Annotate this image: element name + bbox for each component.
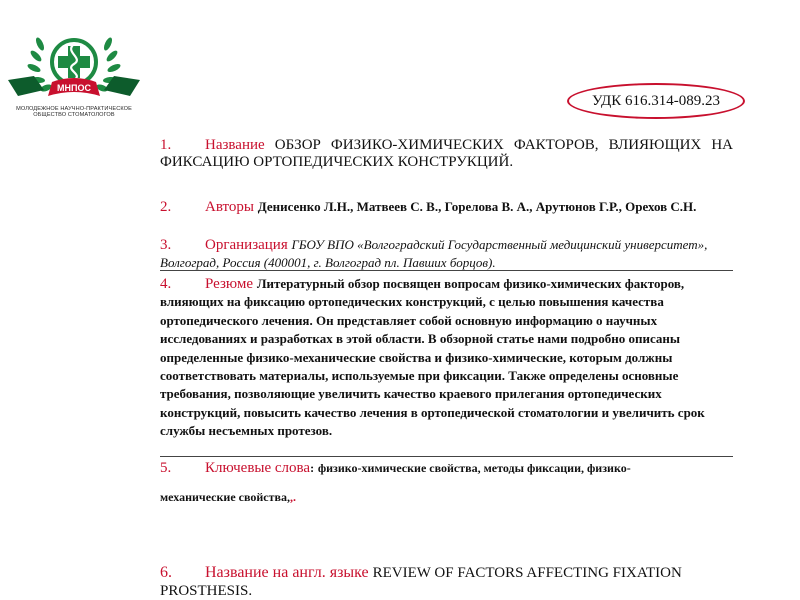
section-number: 1. [160,137,172,153]
section-title-ru [160,137,733,171]
section-value: ОБЗОР ФИЗИКО-ХИМИЧЕСКИХ ФАКТОРОВ, ВЛИЯЮЩИХ НА ФИКСАЦИЮ ОРТОПЕДИЧЕСКИХ КОНСТРУКЦИЙ. [160,137,733,170]
section-label: Организация [205,237,288,253]
section-number: 5. [160,460,172,476]
section-summary [160,275,733,441]
section-label: Авторы [205,199,254,215]
society-logo [4,30,144,125]
section-label: Название [205,137,265,153]
section-label: Ключевые слова [205,460,311,476]
section-number: 2. [160,199,172,215]
section-number: 4. [160,276,172,292]
section-value: Литературный обзор посвящен вопросам физико-химических факторов, влияющих на фиксацию ортопедических конструкций, с целью повышения качества ортопедического лечения. Он представляет собой основную информацию о научных исследованиях и разработках в этой области. В обзорной статье нами подробно описаны определенные физико-механические свойства и физико-химические, которым должны соответствовать материалы, используемые при фиксации. Также определены основные требования, позволяющие увеличить качество краевого прилегания ортопедических конструкций, повысить качество лечения в ортопедической стоматологии и увеличить срок службы несъемных протезов. [160,276,705,439]
section-value: ГБОУ ВПО «Волгоградский Государственный медицинский университет», Волгоград, Россия (400001, г. Волгоград пл. Павших борцов). [160,237,708,270]
keywords-tail: ,. [290,490,296,504]
snake-bowl-emblem-icon [4,30,144,108]
section-label: Название на англ. языке [205,564,369,581]
section-value-line2: механические свойства, [160,490,290,504]
section-organization [160,236,733,272]
section-value: Денисенко Л.Н., Матвеев С. В., Горелова В. А., Арутюнов Г.Р., Орехов С.Н. [257,199,697,214]
section-colon: : [310,461,315,475]
logo-caption-line1: МОЛОДЕЖНОЕ НАУЧНО-ПРАКТИЧЕСКОЕ [16,106,132,112]
section-value: физико-химические свойства, методы фиксации, физико- [317,461,631,475]
logo-badge: МНПОС [57,83,91,93]
section-number: 3. [160,237,172,253]
section-number: 6. [160,564,172,581]
divider [160,270,733,271]
section-title-en [160,564,733,600]
section-keywords [160,459,733,477]
section-value: REVIEW OF FACTORS AFFECTING FIXATION PROSTHESIS. [160,565,682,599]
logo-caption [4,106,144,119]
section-authors [160,198,733,216]
section-label: Резюме [205,276,254,292]
udk-code: УДК 616.314-089.23 [567,83,745,119]
divider [160,456,733,457]
keywords-continuation [160,490,296,505]
logo-caption-line2: ОБЩЕСТВО СТОМАТОЛОГОВ [33,112,115,119]
